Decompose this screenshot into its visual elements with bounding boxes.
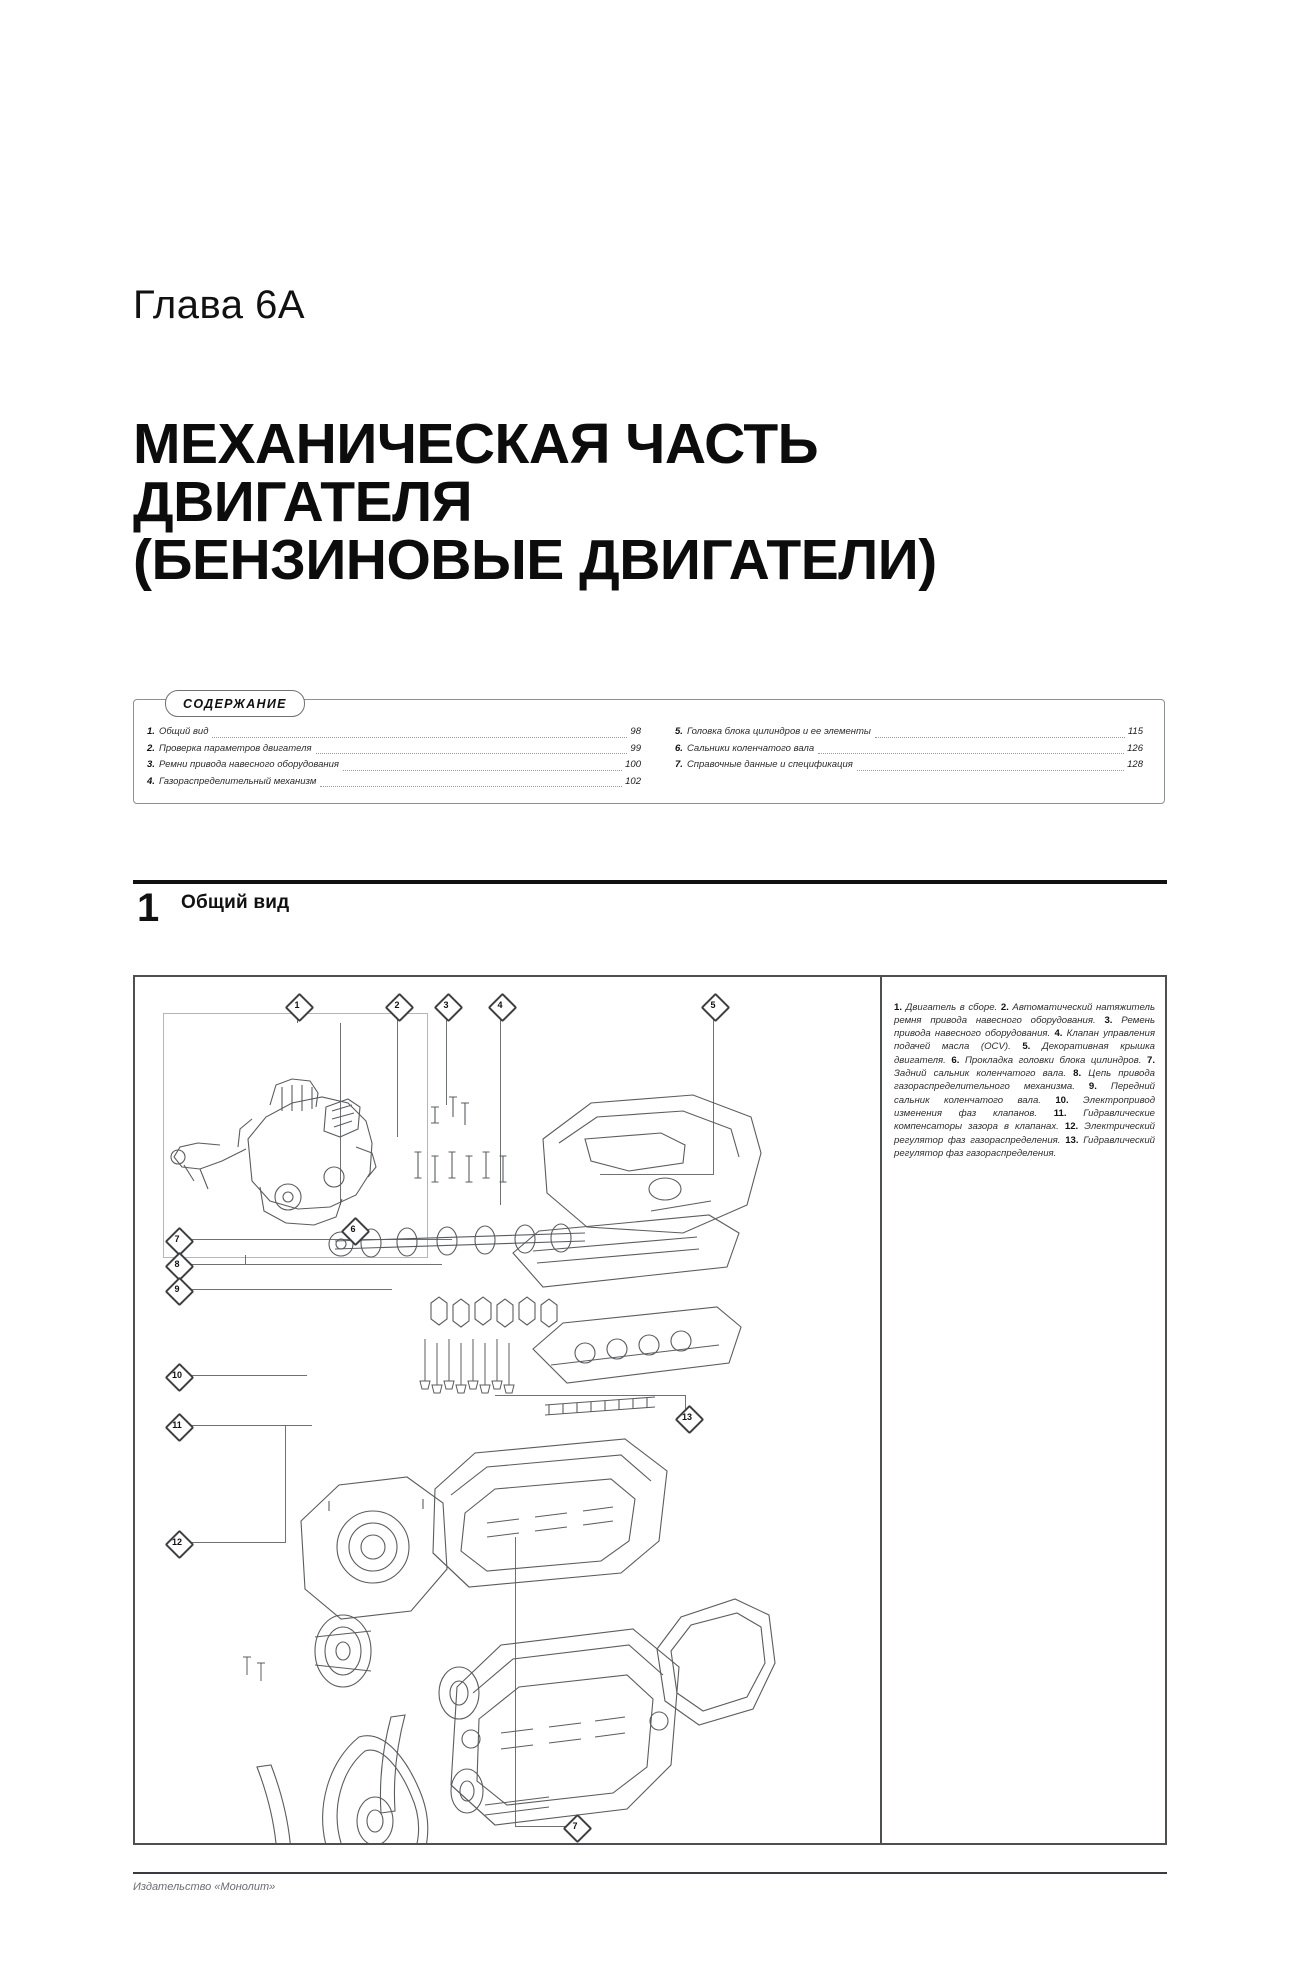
footer-text: Издательство «Монолит» — [133, 1881, 276, 1893]
table-of-contents — [133, 690, 1167, 806]
callout-marker-9[interactable] — [165, 1277, 189, 1301]
chapter-label: Глава 6A — [133, 283, 306, 327]
caption-part-text: Цепь привода газораспределительного механизма. — [894, 1068, 1155, 1093]
callout-label: 1 — [294, 1000, 300, 1010]
caption-part-text: Двигатель в сборе. — [902, 1001, 1001, 1013]
callout-label: 10 — [171, 1370, 182, 1380]
caption-part-text: Ремень привода навесного оборудования. — [894, 1014, 1156, 1040]
callout-marker-12[interactable] — [165, 1530, 189, 1554]
page-title-line-2: ДВИГАТЕЛЯ — [133, 470, 473, 534]
caption-part-number: 5. — [1022, 1041, 1031, 1053]
callout-label: 6 — [350, 1224, 356, 1234]
caption-part-text: Гидравлические компенсаторы зазора в клапанах. — [894, 1107, 1155, 1133]
toc-tab-text: СОДЕРЖАНИЕ — [183, 696, 287, 711]
toc-entry-page: 99 — [630, 742, 641, 754]
caption-part-text: Прокладка головки блока цилиндров. — [959, 1054, 1147, 1066]
toc-entry-number: 1. — [147, 726, 155, 737]
caption-part-number: 10. — [1055, 1094, 1069, 1106]
callout-marker-11[interactable] — [165, 1413, 189, 1437]
toc-entry[interactable] — [147, 724, 641, 741]
caption-part-number: 7. — [1146, 1054, 1155, 1066]
caption-part-number: 3. — [1104, 1014, 1113, 1026]
toc-entry[interactable] — [675, 741, 1143, 758]
callout-marker-7[interactable] — [165, 1227, 189, 1251]
toc-entry-title: Сальники коленчатого вала — [686, 742, 815, 754]
figure-caption-column — [882, 977, 1167, 1843]
toc-entry-page: 126 — [1127, 742, 1143, 754]
caption-part-number: 13. — [1065, 1134, 1079, 1146]
toc-entry-title: Проверка параметров двигателя — [158, 742, 312, 754]
toc-entry-number: 6. — [675, 742, 683, 754]
callout-label: 7 — [174, 1234, 180, 1244]
caption-part-number: 4. — [1054, 1028, 1063, 1040]
callout-marker-4[interactable] — [488, 993, 512, 1017]
toc-entry-page: 128 — [1127, 759, 1143, 770]
exploded-diagram — [135, 977, 880, 1843]
section-rule — [133, 880, 1167, 884]
toc-entry-title: Ремни привода навесного оборудования — [158, 759, 339, 770]
callout-marker-bottom[interactable] — [563, 1814, 587, 1838]
caption-part-number: 11. — [1053, 1107, 1067, 1119]
caption-part-text: Декоративная крышка двигателя. — [894, 1041, 1156, 1066]
callout-label: 3 — [443, 1000, 449, 1010]
caption-part-text: Электропривод изменения фаз клапанов. — [894, 1094, 1155, 1119]
callout-marker-2[interactable] — [385, 993, 409, 1017]
toc-dot-leader — [320, 786, 622, 787]
figure-panel — [133, 975, 1167, 1845]
toc-column-left — [147, 724, 649, 796]
callout-marker-5[interactable] — [701, 993, 725, 1017]
callout-label: 12 — [171, 1537, 182, 1547]
toc-entry-title: Справочные данные и спецификация — [686, 759, 853, 770]
toc-dot-leader — [343, 770, 622, 771]
toc-entry-page: 100 — [625, 759, 641, 770]
toc-entry[interactable] — [675, 724, 1143, 741]
toc-dot-leader — [875, 737, 1125, 738]
toc-column-right — [649, 724, 1151, 796]
caption-part-number: 6. — [951, 1054, 960, 1066]
toc-entry[interactable] — [147, 741, 641, 758]
callout-marker-13[interactable] — [675, 1405, 699, 1429]
callout-marker-1[interactable] — [285, 993, 309, 1017]
toc-entry-title: Головка блока цилиндров и ее элементы — [686, 726, 871, 737]
caption-part-text: Передний сальник коленчатого вала. — [894, 1081, 1155, 1106]
caption-part-number: 1. — [894, 1001, 903, 1013]
callout-label: 11 — [172, 1420, 182, 1430]
callout-label: 4 — [497, 1000, 503, 1010]
toc-entry[interactable] — [147, 757, 641, 774]
toc-dot-leader — [857, 770, 1124, 771]
toc-entry-number: 7. — [675, 759, 683, 770]
toc-dot-leader — [818, 753, 1124, 754]
caption-part-number: 8. — [1073, 1068, 1082, 1080]
callout-marker-8[interactable] — [165, 1252, 189, 1276]
toc-dot-leader — [212, 737, 627, 738]
caption-part-number: 2. — [1000, 1001, 1009, 1013]
callout-label: 9 — [174, 1284, 180, 1294]
toc-entry-number: 5. — [675, 726, 683, 737]
callout-marker-10[interactable] — [165, 1363, 189, 1387]
callout-marker-6[interactable] — [341, 1217, 365, 1241]
toc-entry[interactable] — [675, 757, 1143, 774]
toc-entry-number: 2. — [147, 742, 155, 754]
toc-entry-number: 4. — [147, 775, 155, 787]
callout-marker-3[interactable] — [434, 993, 458, 1017]
toc-entry-page: 98 — [630, 726, 641, 737]
callout-label: 2 — [394, 1000, 400, 1010]
caption-part-text: Клапан управления подачей масла (OCV). — [894, 1028, 1155, 1053]
callout-label: 13 — [681, 1412, 692, 1422]
toc-entry-title: Газораспределительный механизм — [158, 775, 317, 787]
page-title-line-1: МЕХАНИЧЕСКАЯ ЧАСТЬ — [133, 412, 819, 476]
toc-entry-title: Общий вид — [158, 726, 209, 737]
caption-part-text: Задний сальник коленчатого вала. — [894, 1068, 1074, 1080]
section-title: Общий вид — [181, 892, 290, 913]
caption-part-text: Гидравлический регулятор фаз газораспределения. — [894, 1134, 1155, 1159]
callout-label: 7 — [572, 1821, 578, 1831]
page-title — [133, 412, 1143, 592]
page-title-line-3: (БЕНЗИНОВЫЕ ДВИГАТЕЛИ) — [133, 528, 937, 592]
caption-part-number: 12. — [1064, 1121, 1079, 1133]
callout-label: 5 — [710, 1000, 716, 1010]
caption-part-number: 9. — [1088, 1081, 1097, 1093]
caption-part-text: Электрический регулятор фаз газораспределения. — [894, 1121, 1156, 1146]
toc-entry-page: 115 — [1127, 726, 1143, 737]
caption-part-text: Автоматический натяжитель ремня привода навесного оборудования. — [894, 1001, 1155, 1026]
toc-entry-page: 102 — [625, 775, 641, 787]
callout-label: 8 — [174, 1259, 180, 1269]
toc-dot-leader — [316, 753, 628, 754]
figure-caption — [894, 1001, 1155, 1161]
engine-line-art — [135, 977, 880, 1843]
toc-entry-number: 3. — [147, 759, 155, 770]
footer-rule — [133, 1872, 1167, 1874]
section-number: 1 — [137, 886, 160, 930]
toc-tab-label — [165, 690, 305, 717]
toc-entry[interactable] — [147, 774, 641, 791]
